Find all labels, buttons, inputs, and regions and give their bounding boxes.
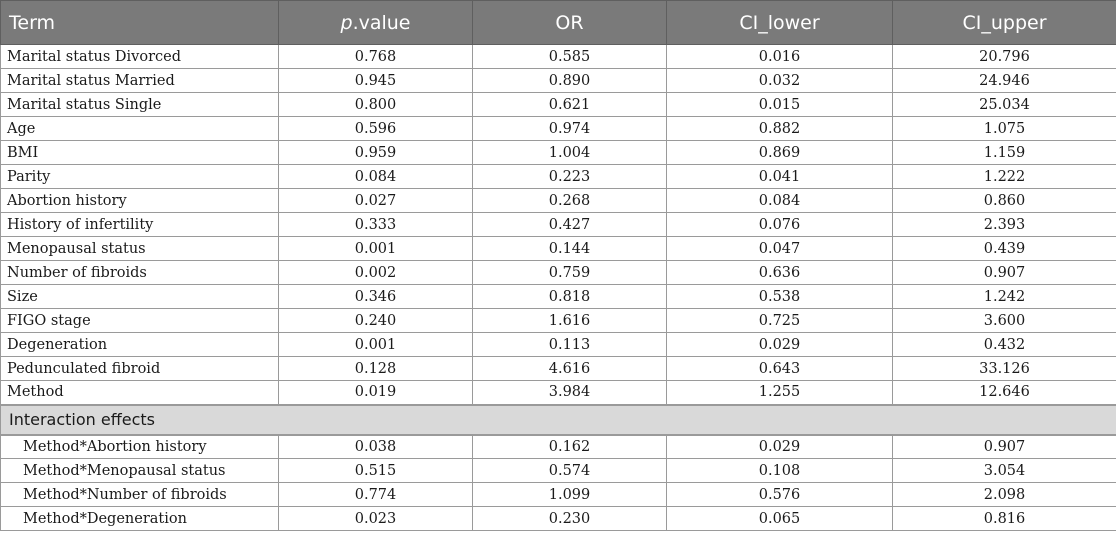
term-cell: Menopausal status — [1, 237, 279, 261]
or-cell: 0.585 — [473, 45, 667, 69]
ci-lower-cell: 0.643 — [667, 357, 893, 381]
ci-lower-cell: 0.065 — [667, 507, 893, 531]
or-cell: 0.144 — [473, 237, 667, 261]
term-cell: Marital status Divorced — [1, 45, 279, 69]
or-cell: 0.974 — [473, 117, 667, 141]
p-value-cell: 0.800 — [279, 93, 473, 117]
section-title: Interaction effects — [1, 405, 1116, 435]
or-cell: 0.759 — [473, 261, 667, 285]
ci-upper-cell: 24.946 — [893, 69, 1116, 93]
p-value-cell: 0.001 — [279, 333, 473, 357]
p-value-cell: 0.002 — [279, 261, 473, 285]
table-row — [1, 333, 1116, 357]
term-cell: Pedunculated fibroid — [1, 357, 279, 381]
p-value-cell: 0.038 — [279, 435, 473, 459]
ci-upper-cell: 2.098 — [893, 483, 1116, 507]
ci-lower-cell: 0.032 — [667, 69, 893, 93]
ci-upper-cell: 12.646 — [893, 381, 1116, 405]
ci-upper-cell: 1.222 — [893, 165, 1116, 189]
table-row — [1, 189, 1116, 213]
term-cell: Method*Degeneration — [1, 507, 279, 531]
ci-upper-cell: 20.796 — [893, 45, 1116, 69]
p-value-italic-p: p — [340, 11, 353, 34]
ci-upper-cell: 1.159 — [893, 141, 1116, 165]
p-value-cell: 0.019 — [279, 381, 473, 405]
p-value-cell: 0.596 — [279, 117, 473, 141]
term-cell: Degeneration — [1, 333, 279, 357]
table-row — [1, 141, 1116, 165]
p-value-cell: 0.023 — [279, 507, 473, 531]
or-cell: 0.621 — [473, 93, 667, 117]
p-value-cell: 0.959 — [279, 141, 473, 165]
term-cell: Marital status Single — [1, 93, 279, 117]
or-cell: 0.230 — [473, 507, 667, 531]
interaction-row — [1, 483, 1116, 507]
ci-lower-cell: 1.255 — [667, 381, 893, 405]
p-value-cell: 0.240 — [279, 309, 473, 333]
table-row — [1, 261, 1116, 285]
or-cell: 0.268 — [473, 189, 667, 213]
ci-upper-cell: 1.242 — [893, 285, 1116, 309]
or-cell: 0.818 — [473, 285, 667, 309]
p-value-cell: 0.945 — [279, 69, 473, 93]
term-cell: History of infertility — [1, 213, 279, 237]
ci-lower-cell: 0.016 — [667, 45, 893, 69]
ci-upper-cell: 1.075 — [893, 117, 1116, 141]
p-value-cell: 0.774 — [279, 483, 473, 507]
p-value-cell: 0.128 — [279, 357, 473, 381]
ci-lower-cell: 0.029 — [667, 435, 893, 459]
table-row — [1, 69, 1116, 93]
ci-lower-cell: 0.047 — [667, 237, 893, 261]
table-body — [1, 45, 1116, 531]
ci-upper-cell: 0.816 — [893, 507, 1116, 531]
or-cell: 0.162 — [473, 435, 667, 459]
or-cell: 0.574 — [473, 459, 667, 483]
term-cell: Marital status Married — [1, 69, 279, 93]
table-row — [1, 117, 1116, 141]
ci-lower-cell: 0.041 — [667, 165, 893, 189]
table-row — [1, 357, 1116, 381]
or-cell: 1.616 — [473, 309, 667, 333]
term-cell: Parity — [1, 165, 279, 189]
column-header-ci-lower: CI_lower — [667, 1, 893, 45]
term-cell: Method*Menopausal status — [1, 459, 279, 483]
term-cell: Number of fibroids — [1, 261, 279, 285]
term-cell: FIGO stage — [1, 309, 279, 333]
or-cell: 0.890 — [473, 69, 667, 93]
ci-lower-cell: 0.576 — [667, 483, 893, 507]
table-row — [1, 285, 1116, 309]
column-header-p-value — [279, 1, 473, 45]
ci-lower-cell: 0.029 — [667, 333, 893, 357]
table-row — [1, 213, 1116, 237]
ci-lower-cell: 0.084 — [667, 189, 893, 213]
term-cell: Method — [1, 381, 279, 405]
or-cell: 4.616 — [473, 357, 667, 381]
interaction-row — [1, 459, 1116, 483]
or-cell: 0.427 — [473, 213, 667, 237]
ci-lower-cell: 0.076 — [667, 213, 893, 237]
ci-lower-cell: 0.108 — [667, 459, 893, 483]
ci-lower-cell: 0.015 — [667, 93, 893, 117]
p-value-suffix: .value — [352, 11, 411, 34]
interaction-row — [1, 435, 1116, 459]
interaction-row — [1, 507, 1116, 531]
ci-upper-cell: 33.126 — [893, 357, 1116, 381]
term-cell: Age — [1, 117, 279, 141]
p-value-cell: 0.346 — [279, 285, 473, 309]
table-row — [1, 165, 1116, 189]
table-row — [1, 381, 1116, 405]
p-value-cell: 0.768 — [279, 45, 473, 69]
ci-upper-cell: 3.054 — [893, 459, 1116, 483]
table-row — [1, 45, 1116, 69]
or-cell: 3.984 — [473, 381, 667, 405]
ci-lower-cell: 0.725 — [667, 309, 893, 333]
ci-upper-cell: 2.393 — [893, 213, 1116, 237]
ci-upper-cell: 0.907 — [893, 261, 1116, 285]
ci-lower-cell: 0.538 — [667, 285, 893, 309]
ci-upper-cell: 3.600 — [893, 309, 1116, 333]
p-value-cell: 0.515 — [279, 459, 473, 483]
section-header-row — [1, 405, 1116, 435]
or-cell: 0.223 — [473, 165, 667, 189]
table-row — [1, 237, 1116, 261]
column-header-term: Term — [1, 1, 279, 45]
ci-upper-cell: 0.907 — [893, 435, 1116, 459]
or-cell: 1.004 — [473, 141, 667, 165]
ci-upper-cell: 0.439 — [893, 237, 1116, 261]
term-cell: Method*Number of fibroids — [1, 483, 279, 507]
term-cell: Method*Abortion history — [1, 435, 279, 459]
column-header-ci-upper: CI_upper — [893, 1, 1116, 45]
ci-lower-cell: 0.636 — [667, 261, 893, 285]
header-row — [1, 1, 1116, 45]
term-cell: BMI — [1, 141, 279, 165]
ci-upper-cell: 0.860 — [893, 189, 1116, 213]
p-value-cell: 0.001 — [279, 237, 473, 261]
ci-upper-cell: 25.034 — [893, 93, 1116, 117]
ci-lower-cell: 0.882 — [667, 117, 893, 141]
ci-lower-cell: 0.869 — [667, 141, 893, 165]
column-header-or: OR — [473, 1, 667, 45]
or-cell: 0.113 — [473, 333, 667, 357]
p-value-cell: 0.333 — [279, 213, 473, 237]
table-row — [1, 309, 1116, 333]
ci-upper-cell: 0.432 — [893, 333, 1116, 357]
term-cell: Abortion history — [1, 189, 279, 213]
p-value-cell: 0.027 — [279, 189, 473, 213]
table-row — [1, 93, 1116, 117]
or-cell: 1.099 — [473, 483, 667, 507]
p-value-cell: 0.084 — [279, 165, 473, 189]
term-cell: Size — [1, 285, 279, 309]
